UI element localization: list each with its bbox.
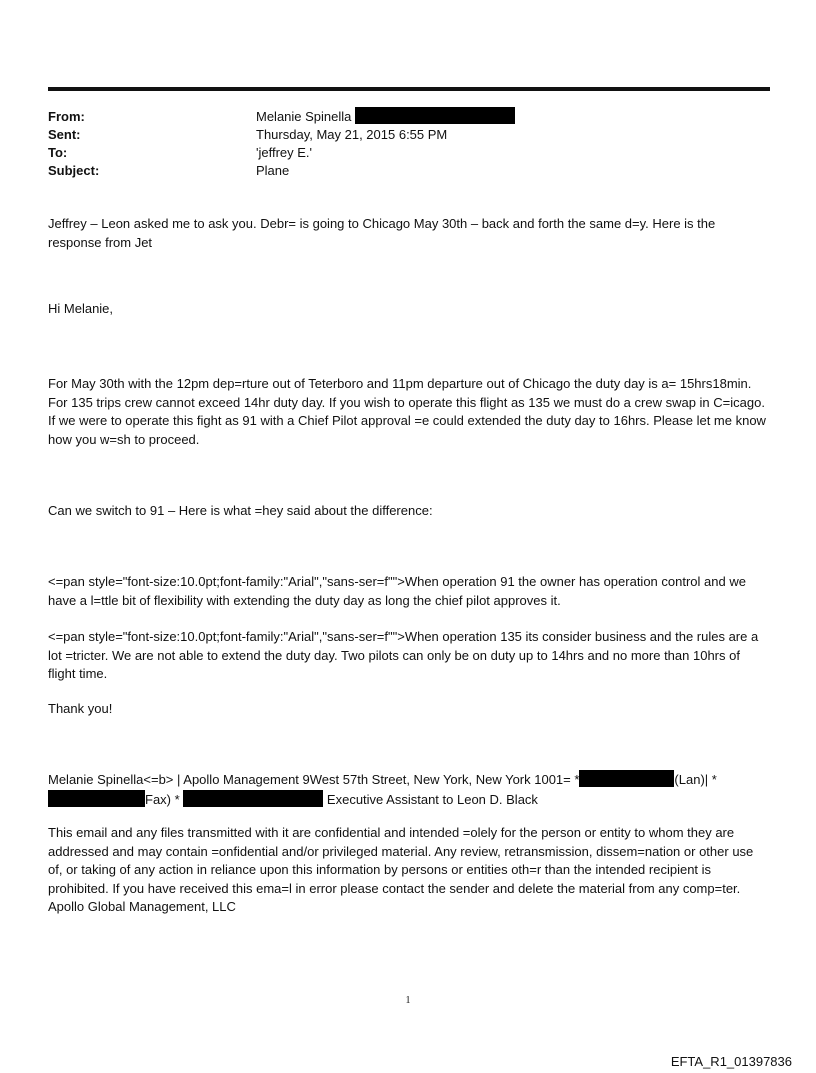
subject-label: Subject: bbox=[48, 163, 100, 178]
from-name: Melanie Spinella bbox=[256, 109, 352, 124]
to-value: 'jeffrey E.' bbox=[256, 145, 313, 160]
subject-row bbox=[48, 161, 770, 180]
from-row bbox=[48, 107, 770, 126]
signature-text: Melanie Spinella<=b> | Apollo Management 9West 57th Street, New York, New York 1001= * bbox=[48, 772, 580, 787]
redaction-box bbox=[48, 790, 145, 807]
sent-value: Thursday, May 21, 2015 6:55 PM bbox=[256, 127, 448, 142]
subject-value: Plane bbox=[256, 163, 290, 178]
disclaimer: This email and any files transmitted with it are confidential and intended =olely for the person or entity to whom they are addressed and may contain =onfidential and/or privileged material. Any review, retransmission, dissem=nation or other use of, or taking of any action in reliance upon this information by persons or entities oth=r than the intended recipient is prohibited. If you have received this ema=l in error please contact the sender and delete the material from any comp=ter. Apollo Global Management, LLC bbox=[48, 825, 754, 914]
from-label: From: bbox=[48, 109, 85, 124]
sent-row bbox=[48, 125, 770, 144]
redaction-box bbox=[355, 107, 515, 124]
signature-fax: Fax) * bbox=[145, 791, 180, 807]
signature-title: Executive Assistant to Leon D. Black bbox=[326, 791, 538, 807]
redaction-box bbox=[183, 790, 323, 807]
to-label: To: bbox=[48, 145, 68, 160]
signature-line-2 bbox=[48, 790, 770, 810]
header-divider bbox=[48, 87, 770, 91]
body-paragraph-3: For May 30th with the 12pm dep=rture out of Teterboro and 11pm departure out of Chicago the duty day is a= 15hrs18min. For 135 trips crew cannot exceed 14hr duty day. If you wish to operate this flight as 135 we must do a crew swap in C=icago. If we were to operate this fight as 91 with a Chief Pilot approval =e could extended the duty day to 16hrs. Please let me know how you w=sh to proceed. bbox=[48, 376, 766, 447]
page-number: 1 bbox=[405, 995, 411, 1006]
body-paragraph-4: Can we switch to 91 – Here is what =hey said about the difference: bbox=[48, 503, 433, 518]
sent-label: Sent: bbox=[48, 127, 81, 142]
signature-block bbox=[48, 770, 770, 809]
to-row bbox=[48, 143, 770, 162]
signature-line-1 bbox=[48, 770, 770, 790]
body-paragraph-5: <=pan style="font-size:10.0pt;font-family:"Arial","sans-ser=f"">When operation 91 the owner has operation control and we have a l=ttle bit of flexibility with extending the duty day as long the chief pilot approves it. bbox=[48, 574, 746, 608]
from-value bbox=[256, 107, 515, 126]
redaction-box bbox=[579, 770, 674, 787]
bates-number: EFTA_R1_01397836 bbox=[670, 1054, 792, 1069]
body-paragraph-2: Hi Melanie, bbox=[48, 301, 114, 316]
body-paragraph-7: Thank you! bbox=[48, 701, 113, 716]
body-paragraph-6: <=pan style="font-size:10.0pt;font-family:"Arial","sans-ser=f"">When operation 135 its consider business and the rules are a lot =tricter. We are not able to extend the duty day. Two pilots can only be on duty up to 14hrs and no more than 10hrs of flight time. bbox=[48, 629, 759, 681]
signature-lan: (Lan)| * bbox=[674, 772, 717, 787]
body-paragraph-1: Jeffrey – Leon asked me to ask you. Debr= is going to Chicago May 30th – back and forth the same d=y. Here is the response from Jet bbox=[48, 216, 716, 250]
